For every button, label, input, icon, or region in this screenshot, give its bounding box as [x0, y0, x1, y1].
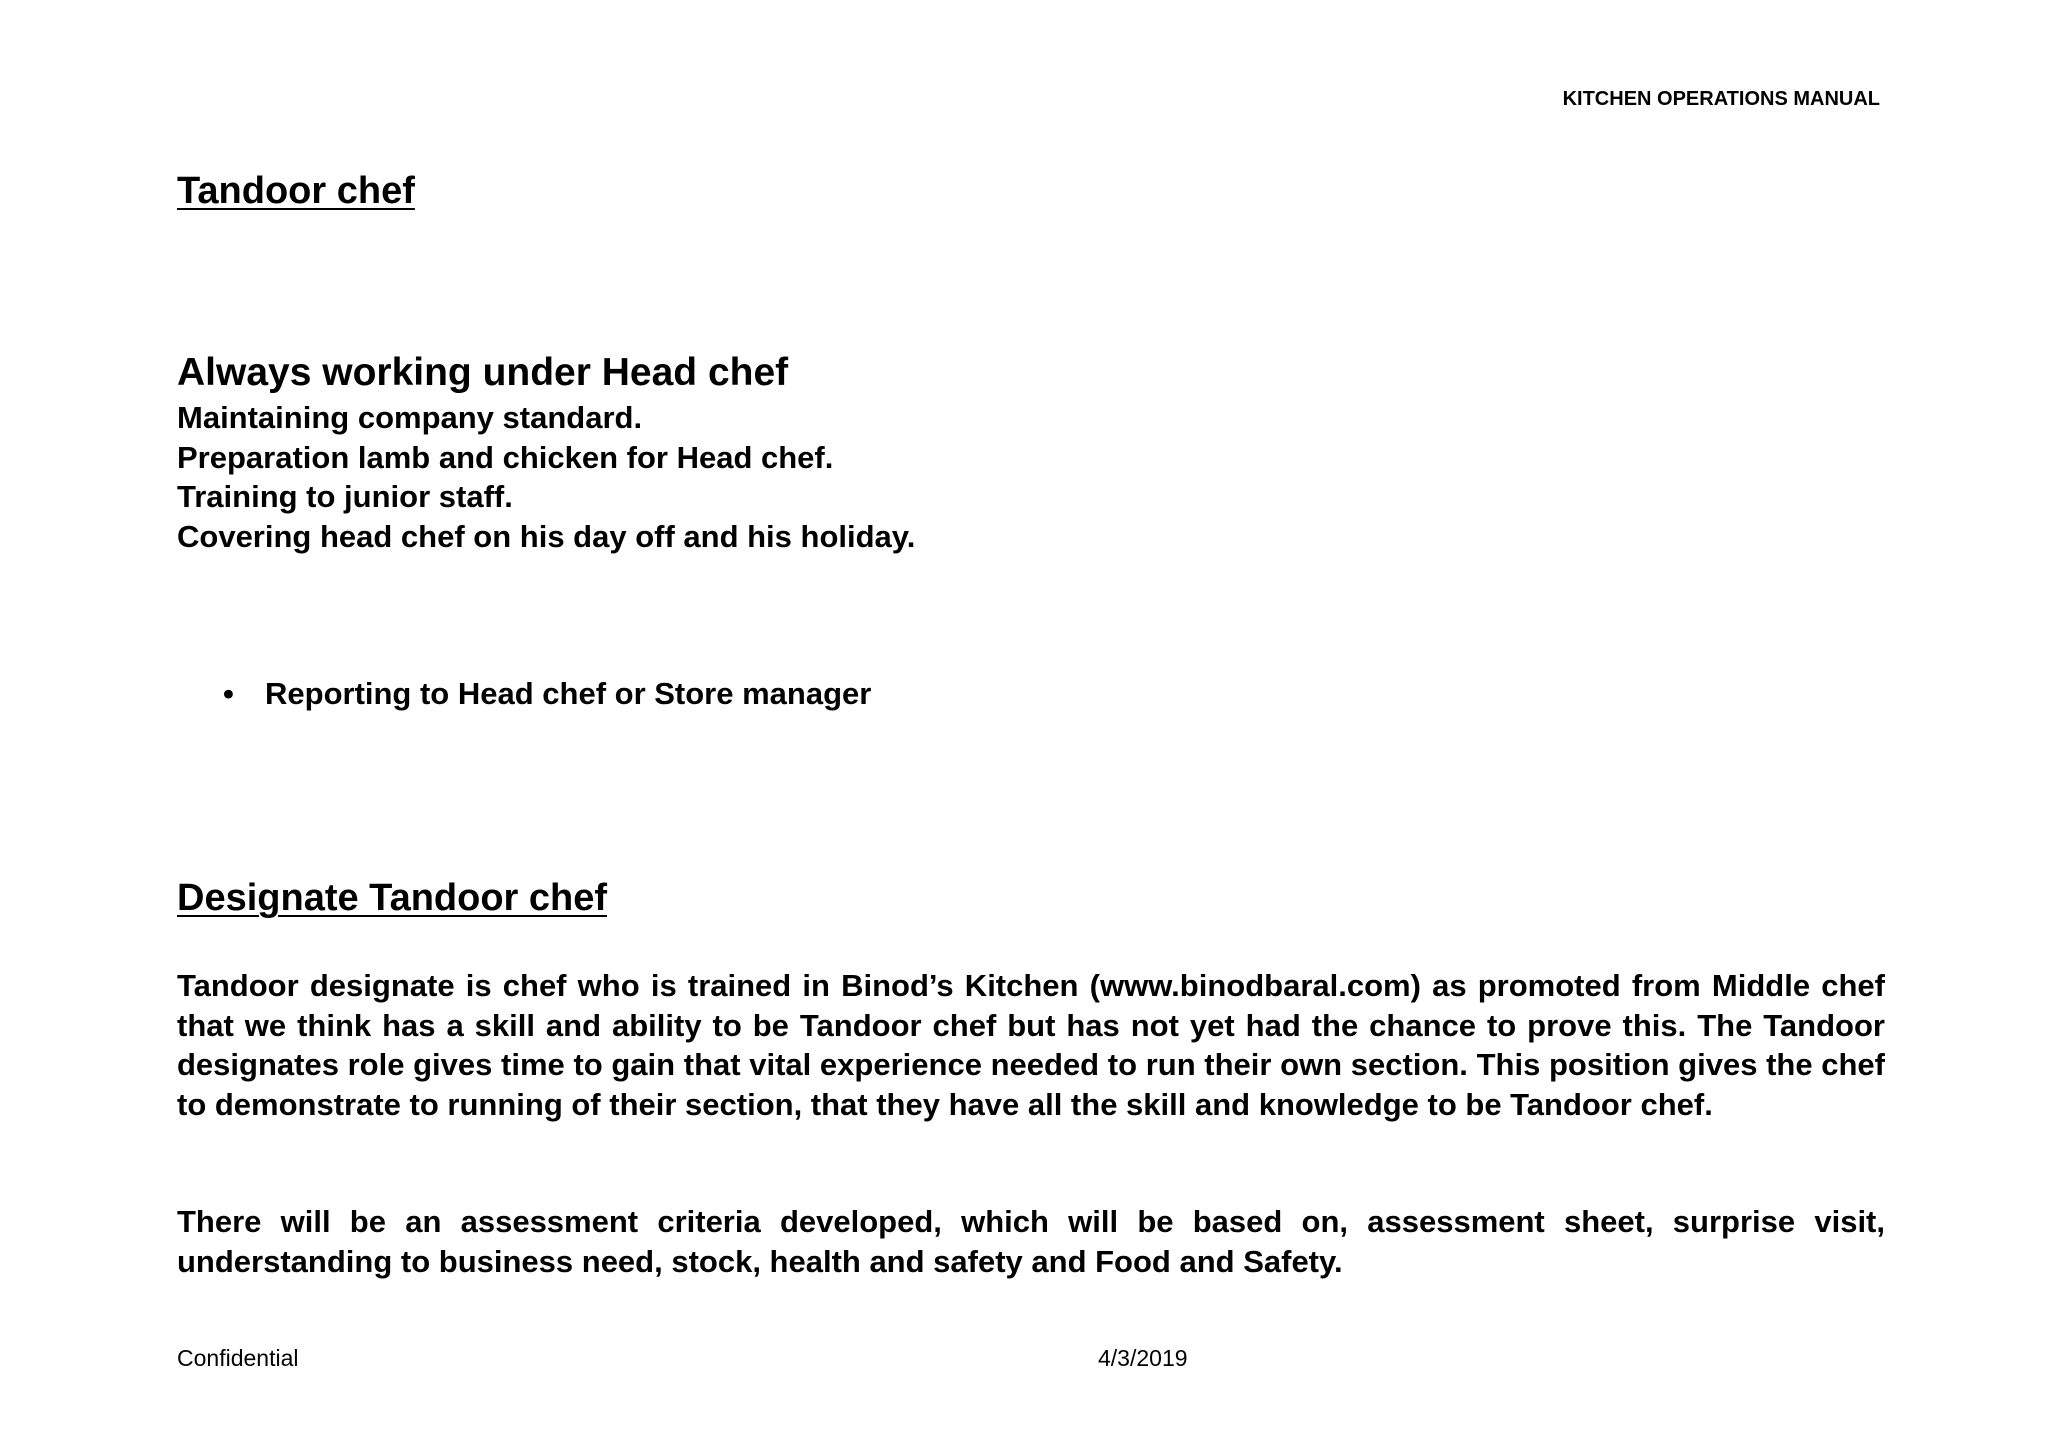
lead-line: Always working under Head chef: [177, 351, 789, 394]
duty-item: Maintaining company standard.: [177, 400, 643, 435]
manual-header-title: KITCHEN OPERATIONS MANUAL: [1562, 88, 1880, 110]
section-title-designate-tandoor-chef: Designate Tandoor chef: [177, 877, 608, 919]
reporting-bullet-list: [177, 676, 871, 712]
duty-item: Training to junior staff.: [177, 479, 513, 514]
designate-paragraph: Tandoor designate is chef who is trained in Binod’s Kitchen (www.binodbaral.com) as promoted from Middle chef that we think has a skill and ability to be Tandoor chef but has not yet had the chance to prove this. The Tandoor designates role gives time to gain that vital experience needed to run their own section. This position gives the chef to demonstrate to running of their section, that they have all the skill and knowledge to be Tandoor chef.: [177, 968, 1885, 1122]
assessment-paragraph: There will be an assessment criteria developed, which will be based on, assessment sheet, surprise visit, understanding to business need, stock, health and safety and Food and Safety.: [177, 1204, 1885, 1279]
bullet-text: Reporting to Head chef or Store manager: [265, 676, 872, 711]
bullet-dot-icon: •: [223, 676, 234, 711]
section-title-tandoor-chef: Tandoor chef: [177, 170, 415, 212]
footer-date: 4/3/2019: [1098, 1345, 1188, 1371]
bullet-item: [177, 676, 871, 712]
footer-confidential: Confidential: [177, 1345, 299, 1371]
duties-list: [177, 398, 915, 556]
duty-item: Preparation lamb and chicken for Head chef.: [177, 439, 834, 475]
duty-item: Covering head chef on his day off and his holiday.: [177, 518, 916, 554]
